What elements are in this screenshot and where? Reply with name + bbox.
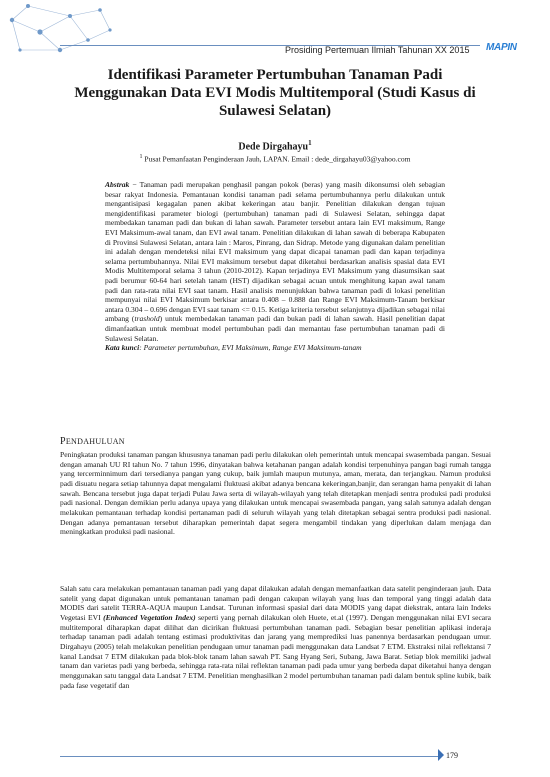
author-name-text: Dede Dirgahayu [238, 141, 309, 153]
keywords-text: : Parameter pertumbuhan, EVI Maksimum, Range EVI Maksimum-tanam [139, 343, 362, 353]
keywords [105, 343, 445, 353]
p2-text-b: seperti yang pernah dilakukan oleh Huete, et.al (1997). Dengan menggunakan nilai EVI secara multitemporal diharapkan dapat dilihat dan dicirikan fluktuasi pertumbuhan tanaman padi. Sebagian besar penelitian aplikasi inderaja terhadap tanaman padi adalah tentang estimasi produktivitas dan jarang yang memprediksi luas panennya berdasarkan pendugaan umur. Dirgahayu (2005) telah melakukan penelitian pendugaan umur tanaman padi menggunakan data Landsat 7 ETM. Ekstraksi nilai reflektansi 7 kanal Landsat 7 ETM dilakukan pada blok-blok tanam lahan sawah PT. Sang Hyang Seri, Subang, Jawa Barat. Setiap blok memiliki jadwal tanam dan varietas padi yang berbeda, sehingga rata-rata nilai reflektan tanaman padi pada umur yang berbeda dapat diketahui hanya dengan menggunakan satu tanggal data Landsat 7 ETM. Penelitian menghasilkan 2 model pertumbuhan tanaman padi dalam bentuk spline kubik, baik pada fase vegetatif dan [60, 612, 492, 690]
keywords-label: Kata kunci [105, 343, 140, 353]
p2-text-a: Salah satu cara melakukan pemantauan tanaman padi yang dapat dilakukan adalah dengan memanfaatkan data satelit penginderaan jauh. Data satelit yang dapat digunakan untuk pemantauan tanaman padi dengan cakupan wilayah yang luas dan temporal yang tinggi adalah data MODIS dari satelit TERRA-AQUA maupun Landsat. Turunan informasi spasial dari data MODIS yang dapat diekstrak, antara lain Indeks Vegetasi EVI [60, 584, 491, 622]
logo-text: MAPIN [486, 42, 517, 53]
author-affiliation [60, 154, 490, 164]
p2-bold: (Enhanced Vegetation Index) [103, 612, 196, 622]
mapin-logo [486, 42, 517, 53]
paper-title: Identifikasi Parameter Pertumbuhan Tanaman Padi Menggunakan Data EVI Modis Multitemporal (Studi Kasus di Sulawesi Selatan) [74, 67, 476, 119]
abstract-body [105, 180, 445, 343]
page-arrow-icon [438, 749, 444, 761]
abstract [105, 180, 445, 353]
author-name [60, 139, 490, 152]
page-number: 179 [446, 751, 458, 760]
affiliation-text: Pusat Pemanfaatan Penginderaan Jauh, LAPAN. Email : dede_dirgahayu03@yahoo.com [144, 154, 411, 164]
abstract-label: Abstrak [105, 180, 130, 189]
proceedings-title: Prosiding Pertemuan Ilmiah Tahunan XX 2015 [285, 45, 470, 55]
author-sup: 1 [308, 139, 312, 147]
section-first-letter: P [60, 436, 66, 447]
body-paragraph-2 [60, 584, 491, 690]
section-rest: ENDAHULUAN [65, 437, 125, 446]
abstract-text-b: ) untuk membedakan tanaman padi dan bukan padi di lahan sawah. Hasil penelitian dapat dimanfaatkan untuk membuat model pertumbuhan padi dan memantau fase pertumbuhan tanaman padi di Sulawesi Selatan. [105, 314, 445, 343]
section-heading-pendahuluan [60, 436, 125, 447]
abstract-italic: trashold [134, 314, 160, 324]
footer-divider [60, 756, 442, 757]
body-paragraph-1: Peningkatan produksi tanaman pangan khususnya tanaman padi perlu dilakukan oleh pemerintah untuk mencapai swasembada pangan. Sesuai dengan amanah UU RI tahun No. 7 tahun 1996, dinyatakan bahwa ketahanan pangan adalah kondisi terpenuhinya pangan bagi rumah tangga yang tercerminnimum dari tersedianya pangan yang cukup, baik jumlah maupun mutunya, aman, merata, dan terjangkau. Namun produksi padi disuatu negara setiap tahunnya dapat mengalami fluktuasi akibat adanya bencana kekeringan,banjir, dan serangan hama penyakit di lahan sawah. Bencana tersebut juga dapat terjadi Pulau Jawa serta di wilayah-wilayah yang telah ditetapkan menjadi sentra produksi padi produksi padi nasional. Dengan demikian perlu adanya upaya yang dilakukan untuk mencapai swasembada pangan, yang salah satunya adalah dengan melakukan pemantauan terhadap kondisi pertanaman padi di seluruh wilayah yang telah ditetapkan sebagai sentra produksi padi nasional. Dengan adanya pemantauan tersebut diharapkan pemerintah dapat segera mengambil tindakan yang diperlukan dalam menjaga dan meningkatkan produksi padi nasional. [60, 450, 491, 537]
affiliation-sup: 1 [139, 154, 143, 160]
abstract-text-a: − Tanaman padi merupakan penghasil pangan pokok (beras) yang masih dikonsumsi oleh sebagian besar rakyat Indonesia. Pemantauan kondisi tanaman padi selama pertumbuhannya perlu dilakukan untuk mengantisipasi kegagalan panen akibat kekeringan atau banjir. Penelitian dilakukan dengan tujuan mengidentifikasi parameter biologi (pertumbuhan) tanaman padi di Sulawesi Selatan, sehingga dapat membedakan tanaman padi dan bukan di lahan sawah. Parameter tersebut antara lain EVI maksimum, Range EVI Maksimum-awal tanam, dan EVI awal tanam. Penelitian dilakukan di lahan sawah di beberapa Kabupaten di Provinsi Sulawesi Selatan, antara lain : Maros, Pinrang, dan Sidrap. Metode yang digunakan dalam penelitian ini adalah dengan mendeteksi nilai EVI maksimum yang dapat dicapai tanaman padi dan kapan terjadinya selama pertumbuhannya. Nilai EVI maksimum tersebut dapat diketahui berdasarkan analisis spasial data EVI Modis Multitemporal selama 3 tahun (2010-2012). Kapan terjadinya EVI Maksimum yang diasumsikan saat padi berumur 60-64 hari setelah tanam (HST) dijadikan sebagai acuan untuk menghitung kapan awal tanam padi dan rata-rata nilai EVI saat tanam. Hasil analisis menunjukkan bahwa tanaman padi di lokasi penelitian mempunyai nilai EVI Maksimum berkisar antara 0.408 – 0.888 dan Range EVI Maksimum-Tanam berkisar antara 0.304 – 0.696 dengan EVI saat tanam <= 0.15. Ketiga kriteria tersebut selanjutnya dijadikan sebagai nilai ambang ( [105, 180, 445, 324]
